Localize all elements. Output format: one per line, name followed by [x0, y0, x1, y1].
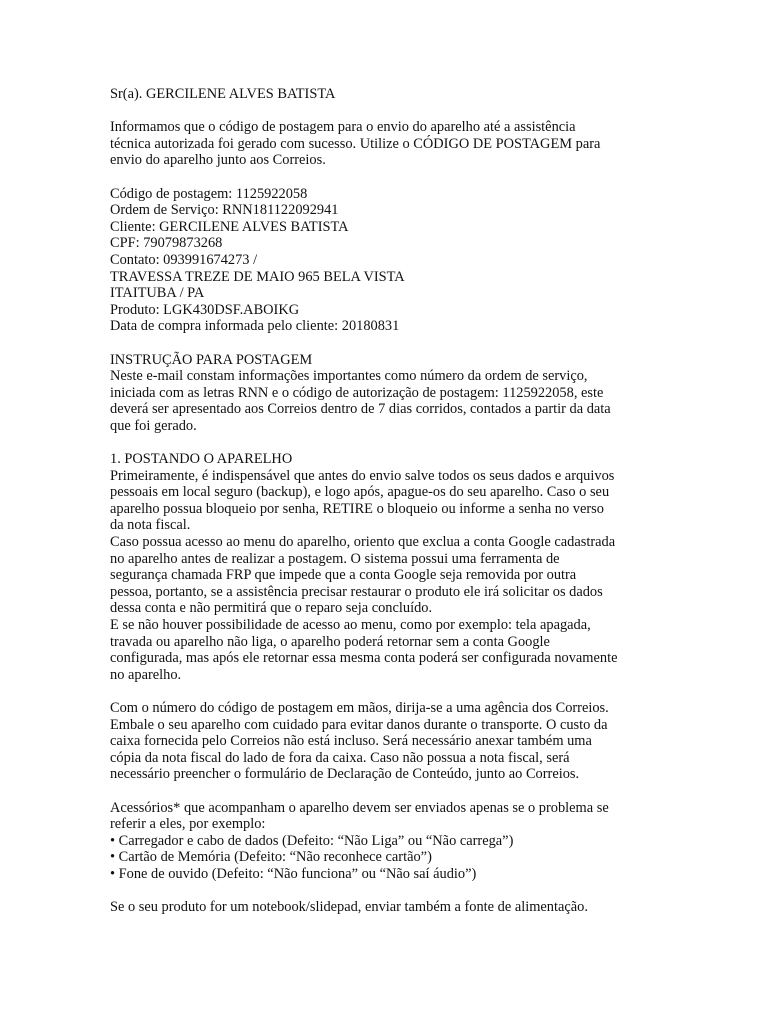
accessories-line: referir a eles, por exemplo: [110, 816, 266, 833]
intro-line: envio do aparelho junto aos Correios. [110, 152, 326, 169]
posting-heading: 1. POSTANDO O APARELHO [110, 451, 293, 468]
spacer [110, 103, 670, 120]
posting-line: no aparelho. [110, 666, 182, 683]
posting-line: segurança chamada FRP que impede que a conta Google seja removida por outra [110, 567, 577, 584]
correios-line: Com o número do código de postagem em mãos, dirija-se a uma agência dos Correios. [110, 699, 609, 716]
customer-contact: Contato: 093991674273 / [110, 251, 258, 268]
address-street: TRAVESSA TREZE DE MAIO 965 BELA VISTA [110, 268, 405, 285]
salutation: Sr(a). GERCILENE ALVES BATISTA [110, 86, 336, 102]
posting-line: no aparelho antes de realizar a postagem. O sistema possui uma ferramenta de [110, 550, 560, 567]
correios-line: caixa fornecida pelo Correios não está incluso. Será necessário anexar também uma [110, 733, 592, 750]
accessory-item: • Carregador e cabo de dados (Defeito: “Não Liga” ou “Não carrega”) [110, 832, 514, 849]
service-order: Ordem de Serviço: RNN181122092941 [110, 202, 339, 219]
intro-line: Informamos que o código de postagem para o envio do aparelho até a assistência [110, 119, 576, 136]
instruction-section [110, 352, 670, 435]
correios-line: Embale o seu aparelho com cuidado para evitar danos durante o transporte. O custo da [110, 716, 608, 733]
spacer [110, 434, 670, 451]
correios-paragraph [110, 700, 670, 783]
posting-line: E se não houver possibilidade de acesso ao menu, como por exemplo: tela apagada, [110, 617, 591, 633]
posting-line: pessoa, portanto, se a assistência precisar restaurar o produto ele irá solicitar os dados [110, 583, 603, 600]
customer-cpf: CPF: 79079873268 [110, 235, 223, 252]
posting-line: dessa conta e não permitirá que o reparo seja concluído. [110, 600, 433, 617]
accessory-item: • Cartão de Memória (Defeito: “Não reconhece cartão”) [110, 849, 432, 866]
correios-line: necessário preencher o formulário de Declaração de Conteúdo, junto ao Correios. [110, 766, 580, 783]
correios-line: cópia da nota fiscal do lado de fora da caixa. Caso não possua a nota fiscal, será [110, 749, 570, 766]
spacer [110, 169, 670, 186]
address-city: ITAITUBA / PA [110, 285, 205, 302]
spacer [110, 883, 670, 900]
document-page [110, 86, 670, 916]
posting-line: da nota fiscal. [110, 517, 191, 534]
instruction-line: Neste e-mail constam informações importantes como número da ordem de serviço, [110, 368, 588, 385]
intro-paragraph [110, 119, 670, 169]
notebook-note: Se o seu produto for um notebook/slidepad, enviar também a fonte de alimentação. [110, 899, 588, 916]
spacer [110, 683, 670, 700]
instruction-heading: INSTRUÇÃO PARA POSTAGEM [110, 351, 313, 368]
accessory-item: • Fone de ouvido (Defeito: “Não funciona” ou “Não saí áudio”) [110, 865, 477, 882]
accessories-line: Acessórios* que acompanham o aparelho devem ser enviados apenas se o problema se [110, 799, 609, 816]
posting-line: pessoais em local seguro (backup), e logo após, apague-os do seu aparelho. Caso o seu [110, 484, 610, 501]
posting-line: travada ou aparelho não liga, o aparelho poderá retornar sem a conta Google [110, 633, 550, 650]
intro-line: técnica autorizada foi gerado com sucesso. Utilize o CÓDIGO DE POSTAGEM para [110, 135, 601, 152]
order-details [110, 186, 670, 335]
instruction-line: deverá ser apresentado aos Correios dentro de 7 dias corridos, contados a partir da data [110, 401, 611, 418]
instruction-line: que foi gerado. [110, 417, 197, 434]
posting-line: Caso possua acesso ao menu do aparelho, oriento que exclua a conta Google cadastrada [110, 534, 616, 551]
spacer [110, 783, 670, 800]
instruction-line: iniciada com as letras RNN e o código de autorização de postagem: 1125922058, este [110, 384, 604, 401]
posting-line: aparelho possua bloqueio por senha, RETIRE o bloqueio ou informe a senha no verso [110, 500, 604, 517]
posting-line: configurada, mas após ele retornar essa mesma conta poderá ser configurada novamente [110, 650, 618, 667]
customer-name: Cliente: GERCILENE ALVES BATISTA [110, 218, 349, 235]
postage-code: Código de postagem: 1125922058 [110, 185, 308, 202]
product-code: Produto: LGK430DSF.ABOIKG [110, 301, 300, 318]
purchase-date: Data de compra informada pelo cliente: 20180831 [110, 318, 400, 335]
posting-line: Primeiramente, é indispensável que antes do envio salve todos os seus dados e arquivos [110, 467, 615, 484]
posting-section [110, 451, 670, 683]
spacer [110, 335, 670, 352]
accessories-paragraph [110, 800, 670, 883]
